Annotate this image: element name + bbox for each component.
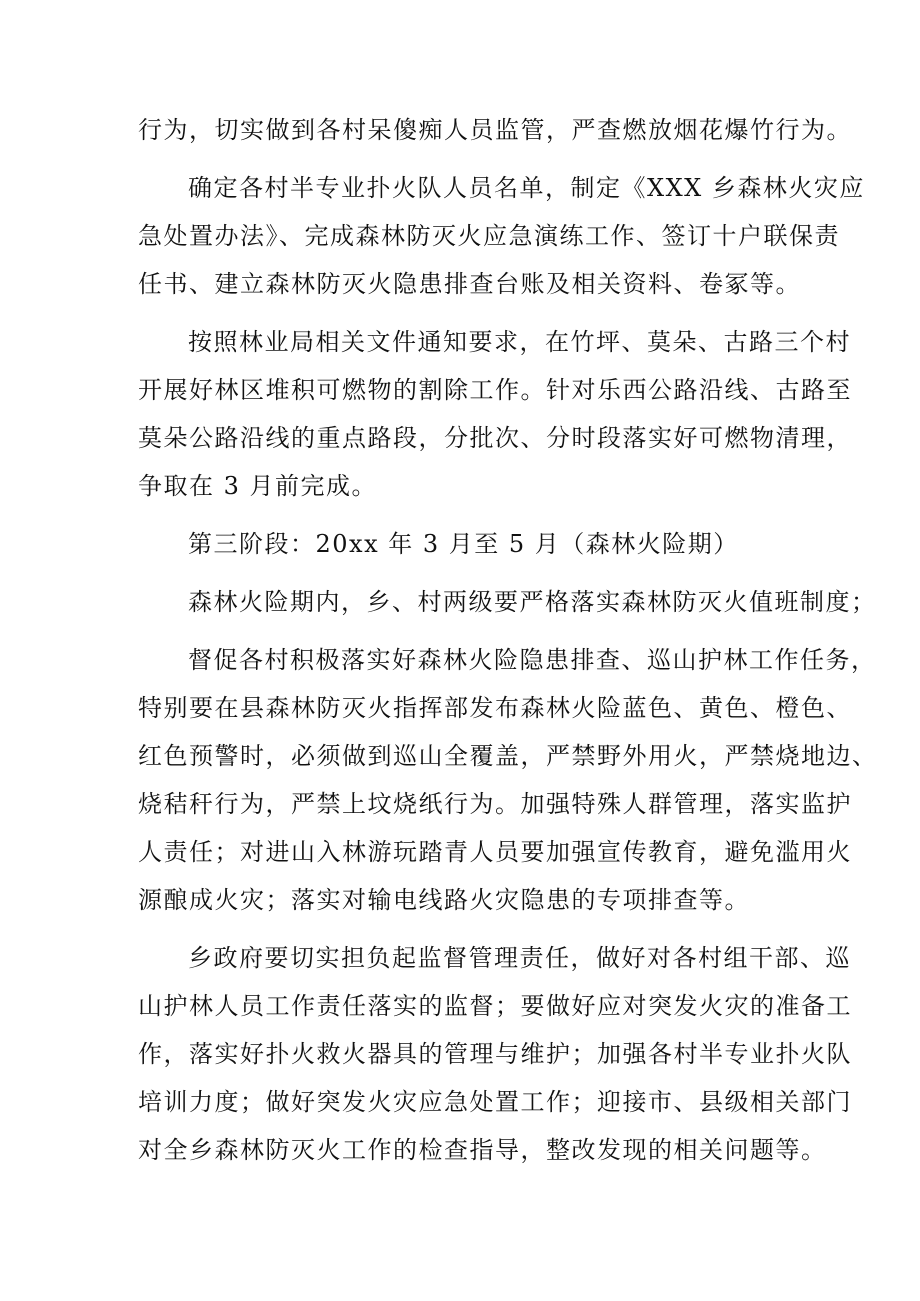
paragraph-first-line: 乡政府要切实担负起监督管理责任，做好对各村组干部、巡: [188, 944, 851, 972]
text-line: 任书、建立森林防灭火隐患排查台账及相关资料、卷冢等。: [138, 270, 801, 298]
text-line: 急处置办法》、完成森林防灭火应急演练工作、签订十户联保责: [138, 222, 840, 250]
text-line: 烧秸秆行为，严禁上坟烧纸行为。加强特殊人群管理，落实监护: [138, 790, 852, 818]
text-line: 红色预警时，必须做到巡山全覆盖，严禁野外用火，严禁烧地边、: [138, 742, 878, 770]
text-line: 源酿成火灾；落实对输电线路火灾隐患的专项排查等。: [138, 886, 750, 914]
text-line: 莫朵公路沿线的重点路段，分批次、分时段落实好可燃物清理，: [138, 424, 852, 452]
text-line: 行为，切实做到各村呆傻痴人员监管，严查燃放烟花爆竹行为。: [138, 116, 852, 144]
text-line: 对全乡森林防灭火工作的检查指导，整改发现的相关问题等。: [138, 1136, 827, 1164]
text-line: 人责任；对进山入林游玩踏青人员要加强宣传教育，避免滥用火: [138, 838, 852, 866]
text-line: 争取在 3 月前完成。: [138, 472, 378, 500]
paragraph-first-line: 确定各村半专业扑火队人员名单，制定《XXX 乡森林火灾应: [188, 174, 865, 202]
section-heading: 第三阶段：20xx 年 3 月至 5 月（森林火险期）: [188, 530, 739, 558]
paragraph-first-line: 按照林业局相关文件通知要求，在竹坪、莫朵、古路三个村: [188, 328, 851, 356]
text-line: 特别要在县森林防灭火指挥部发布森林火险蓝色、黄色、橙色、: [138, 694, 852, 722]
paragraph-first-line: 督促各村积极落实好森林火险隐患排查、巡山护林工作任务，: [188, 646, 877, 674]
text-line: 培训力度；做好突发火灾应急处置工作；迎接市、县级相关部门: [138, 1088, 852, 1116]
paragraph-first-line: 森林火险期内，乡、村两级要严格落实森林防灭火值班制度；: [188, 588, 877, 616]
text-line: 山护林人员工作责任落实的监督；要做好应对突发火灾的准备工: [138, 992, 852, 1020]
text-line: 开展好林区堆积可燃物的割除工作。针对乐西公路沿线、古路至: [138, 376, 852, 404]
text-line: 作，落实好扑火救火器具的管理与维护；加强各村半专业扑火队: [138, 1040, 852, 1068]
